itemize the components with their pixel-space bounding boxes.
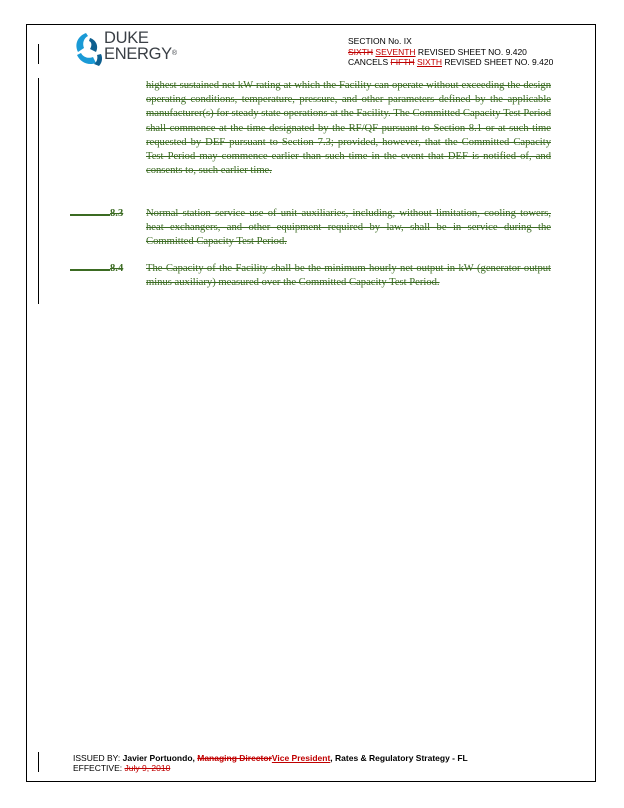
cancels-rest: REVISED SHEET NO. 9.420 — [442, 57, 554, 67]
logo-line2: ENERGY — [104, 45, 172, 63]
sheet-line — [348, 47, 553, 58]
sheet-rest: REVISED SHEET NO. 9.420 — [415, 46, 527, 57]
issued-label: ISSUED BY: — [73, 753, 123, 763]
paragraph-8-3-marker — [70, 214, 110, 216]
paragraph-8-3 — [146, 207, 551, 250]
logo-line1: DUKE — [104, 29, 149, 47]
cancels-line — [348, 57, 553, 68]
change-bar — [38, 752, 39, 772]
sheet-deleted: SIXTH — [348, 46, 374, 57]
continuation-paragraph — [146, 79, 551, 178]
continuation-text: highest sustained net kW rating at which the Facility can operate without exceeding the design operating conditions, temperature, pressure, and other parameters defined by the applicable manufacturer(s) for steady state operations at the Facility. The Committed Capacity Test Period shall commence at the time designated by the RF/QF pursuant to Section 8.1 or at such time requested by DEF pursuant to Section 7.3; provided, however, that the Committed Capacity Test Period may commence earlier than such time in the event that DEF is notified of, and consents to, such earlier time. — [146, 80, 551, 177]
paragraph-8-4 — [146, 262, 551, 290]
header-info — [348, 36, 553, 68]
sheet-inserted: SEVENTH — [375, 46, 416, 57]
paragraph-8-4-text: The Capacity of the Facility shall be the minimum hourly net output in kW (generator output minus auxiliary) measured over the Committed Capacity Test Period. — [146, 263, 551, 289]
change-bar — [38, 78, 39, 304]
effective-deleted: July 9, 2010 — [124, 763, 171, 773]
cancels-inserted: SIXTH — [416, 57, 442, 67]
issued-name: Javier Portuondo, — [122, 753, 198, 763]
effective-line — [73, 763, 170, 774]
change-bar — [38, 44, 39, 64]
paragraph-8-3-text: Normal station service use of unit auxiliaries, including, without limitation, cooling towers, heat exchangers, and other equipment required by law, shall be in service during the Committed Capacity Test Period. — [146, 208, 551, 248]
logo-registered: ® — [171, 50, 177, 57]
logo-text — [104, 30, 177, 62]
section-label: SECTION No. IX — [348, 36, 412, 46]
title-rest: , Rates & Regulatory Strategy - FL — [330, 753, 468, 763]
cancels-prefix: CANCELS — [348, 57, 391, 67]
title-deleted: Managing Director — [197, 753, 272, 763]
paragraph-8-4-number: 8.4 — [110, 263, 124, 274]
cancels-deleted: FIFTH — [390, 57, 415, 67]
paragraph-8-4-marker — [70, 269, 110, 271]
title-inserted: Vice President — [271, 753, 331, 763]
paragraph-8-3-number: 8.3 — [110, 208, 124, 219]
effective-label: EFFECTIVE: — [73, 763, 125, 773]
issued-by-line — [73, 753, 468, 764]
